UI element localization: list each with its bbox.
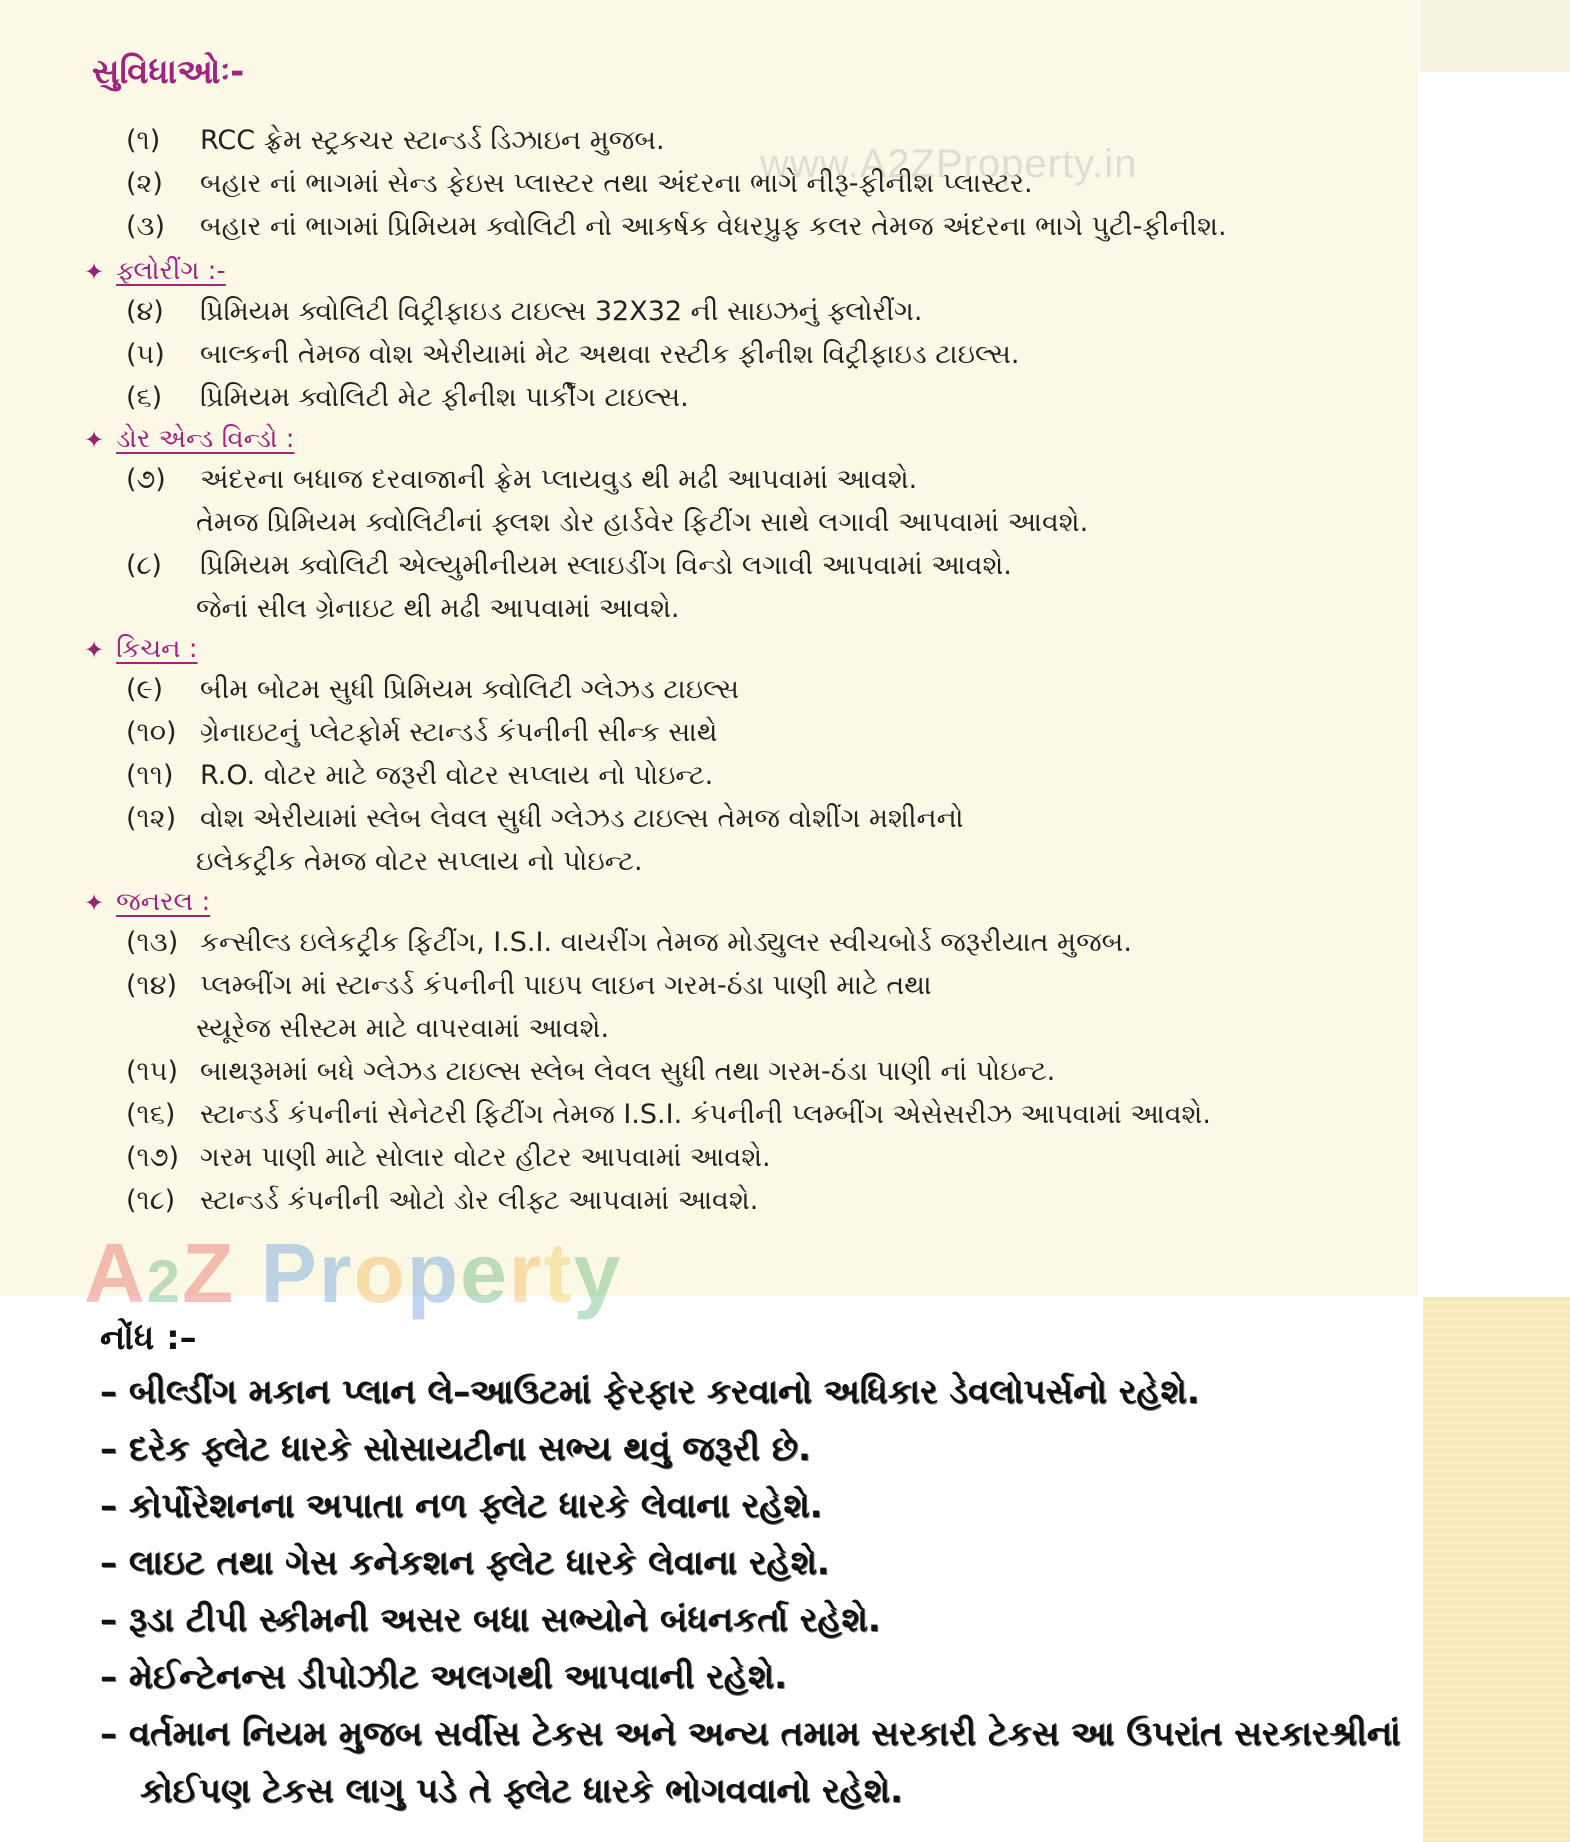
list-item (126, 1056, 1055, 1088)
star-bullet-icon: ✦ (84, 257, 105, 286)
item-text: પ્રિમિયમ ક્વોલિટી મેટ ફીનીશ પાર્કીંગ ટાઇલ્સ. (200, 382, 689, 413)
item-number: (૪) (126, 296, 164, 327)
item-text: R.O. વોટર માટે જરૂરી વોટર સપ્લાય નો પોઇન્ટ. (200, 760, 714, 791)
item-text: બાથરૂમમાં બધે ગ્લેઝડ ટાઇલ્સ સ્લેબ લેવલ સુધી તથા ગરમ-ઠંડા પાણી નાં પોઇન્ટ. (200, 1056, 1056, 1087)
item-text: પ્લમ્બીંગ માં સ્ટાન્ડર્ડ કંપનીની પાઇપ લાઇન ગરમ-ઠંડા પાણી માટે તથા (200, 970, 932, 1001)
item-number: (૧૮) (126, 1185, 176, 1216)
list-item (126, 168, 1033, 200)
note-item: – મેઈન્ટેનન્સ ડીપોઝીટ અલગથી આપવાની રહેશે. (100, 1657, 788, 1697)
page-title: સુવિધાઓઃ- (92, 52, 245, 92)
item-number: (૭) (126, 464, 166, 495)
item-number: (૧૩) (126, 927, 179, 958)
star-bullet-icon: ✦ (84, 425, 105, 454)
item-number: (૧૦) (126, 717, 177, 748)
note-item: – રૂડા ટીપી સ્કીમની અસર બધા સભ્યોને બંધનકર્તા રહેશે. (100, 1600, 881, 1640)
list-item (126, 550, 1012, 582)
item-number: (૧૧) (126, 760, 174, 791)
item-number: (૩) (126, 211, 166, 242)
note-continuation: કોઈપણ ટેકસ લાગુ પડે તે ફ્લેટ ધારકે ભોગવવાનો રહેશે. (140, 1771, 903, 1811)
item-text: પ્રિમિયમ ક્વોલિટી એલ્યુમીનીયમ સ્લાઇડીંગ વિન્ડો લગાવી આપવામાં આવશે. (200, 550, 1012, 581)
item-text: બહાર નાં ભાગમાં પ્રિમિયમ ક્વોલિટી નો આકર્ષક વેધરપ્રુફ કલર તેમજ અંદરના ભાગે પુટી-ફીનીશ. (200, 211, 1227, 242)
textured-edge-strip (1423, 1297, 1570, 1842)
list-item (126, 927, 1132, 959)
item-number: (૧) (126, 125, 161, 156)
list-item (126, 674, 739, 706)
list-item (126, 211, 1227, 243)
item-text: કન્સીલ્ડ ઇલેકટ્રીક ફિટીંગ, I.S.I. વાયરીંગ તેમજ મોડ્યુલર સ્વીચબોર્ડ જરૂરીયાત મુજબ. (200, 927, 1132, 958)
note-item: – કોર્પોરેશનના અપાતા નળ ફ્લેટ ધારકે લેવાના રહેશે. (100, 1486, 823, 1526)
section-heading-door-window (84, 424, 294, 455)
item-text: RCC ફ્રેમ સ્ટ્રકચર સ્ટાન્ડર્ડ ડિઝાઇન મુજબ. (200, 125, 665, 156)
list-item (126, 1142, 771, 1174)
list-item (126, 296, 922, 328)
star-bullet-icon: ✦ (84, 635, 105, 664)
list-item (126, 382, 689, 414)
list-item (126, 1099, 1211, 1131)
section-heading-general (84, 887, 210, 918)
notes-heading: નોંધ :– (100, 1318, 197, 1358)
list-item (126, 339, 1019, 371)
item-text: ગરમ પાણી માટે સોલાર વોટર હીટર આપવામાં આવશે. (200, 1142, 771, 1173)
item-number: (૨) (126, 168, 163, 199)
item-text: સ્ટાન્ડર્ડ કંપનીની ઓટો ડોર લીફ્ટ આપવામાં આવશે. (200, 1185, 759, 1216)
note-item: – લાઇટ તથા ગેસ કનેકશન ફ્લેટ ધારકે લેવાના રહેશે. (100, 1543, 830, 1583)
note-item: – દરેક ફ્લેટ ધારકે સોસાયટીના સભ્ય થવું જરૂરી છે. (100, 1429, 811, 1469)
section-label: ડોર એન્ડ વિન્ડો : (116, 424, 295, 454)
list-item (126, 125, 665, 157)
item-continuation: સ્યૂરેજ સીસ્ટમ માટે વાપરવામાં આવશે. (196, 1013, 610, 1044)
note-item: – વર્તમાન નિયમ મુજબ સર્વીસ ટેકસ અને અન્ય તમામ સરકારી ટેકસ આ ઉપરાંત સરકારશ્રીનાં (100, 1714, 1401, 1754)
list-item (126, 717, 718, 749)
note-item: – બીલ્ડીંગ મકાન પ્લાન લે–આઉટમાં ફેરફાર કરવાનો અધિકાર ડેવલોપર્સનો રહેશે. (100, 1372, 1200, 1412)
item-number: (૧૫) (126, 1056, 179, 1087)
item-text: બાલ્કની તેમજ વોશ એરીયામાં મેટ અથવા રસ્ટીક ફીનીશ વિટ્રીફાઇડ ટાઇલ્સ. (200, 339, 1020, 370)
item-number: (૬) (126, 382, 163, 413)
section-label: કિચન : (116, 634, 198, 664)
item-text: અંદરના બધાજ દરવાજાની ફ્રેમ પ્લાયવુડ થી મઢી આપવામાં આવશે. (200, 464, 918, 495)
section-heading-kitchen (84, 634, 198, 665)
list-item (126, 760, 713, 792)
watermark-url: www.A2ZProperty.in (760, 142, 1138, 186)
item-number: (૧૬) (126, 1099, 176, 1130)
item-number: (૮) (126, 550, 162, 581)
section-label: ફ્લોરીંગ :- (116, 256, 226, 286)
list-item (126, 1185, 758, 1217)
section-label: જનરલ : (116, 887, 211, 917)
edge-strip (1420, 0, 1570, 72)
item-continuation: ઇલેકટ્રીક તેમજ વોટર સપ્લાય નો પોઇન્ટ. (196, 846, 643, 877)
item-number: (૧૨) (126, 803, 177, 834)
star-bullet-icon: ✦ (84, 888, 105, 917)
list-item (126, 803, 964, 835)
item-text: ગ્રેનાઇટનું પ્લેટફોર્મ સ્ટાન્ડર્ડ કંપનીની સીન્ક સાથે (200, 717, 718, 748)
watermark-logo: A2Z Property (84, 1226, 623, 1320)
item-text: બીમ બોટમ સુધી પ્રિમિયમ ક્વોલિટી ગ્લેઝડ ટાઇલ્સ (200, 674, 739, 705)
item-number: (૧૪) (126, 970, 178, 1001)
list-item (126, 970, 932, 1002)
item-text: સ્ટાન્ડર્ડ કંપનીનાં સેનેટરી ફિટીંગ તેમજ I.S.I. કંપનીની પ્લમ્બીંગ એસેસરીઝ આપવામાં આવશે. (200, 1099, 1211, 1130)
item-number: (૯) (126, 674, 164, 705)
item-text: પ્રિમિયમ ક્વોલિટી વિટ્રીફાઇડ ટાઇલ્સ 32X32 ની સાઇઝનું ફ્લોરીંગ. (200, 296, 923, 327)
item-continuation: તેમજ પ્રિમિયમ ક્વોલિટીનાં ફ્લશ ડોર હાર્ડવેર ફિટીંગ સાથે લગાવી આપવામાં આવશે. (196, 507, 1089, 538)
section-heading-flooring (84, 256, 226, 287)
item-continuation: જેનાં સીલ ગ્રેનાઇટ થી મઢી આપવામાં આવશે. (196, 593, 680, 624)
item-text: બહાર નાં ભાગમાં સેન્ડ ફેઇસ પ્લાસ્ટર તથા અંદરના ભાગે નીરૂ-ફીનીશ પ્લાસ્ટર. (200, 168, 1033, 199)
item-number: (૫) (126, 339, 165, 370)
item-number: (૧૭) (126, 1142, 180, 1173)
list-item (126, 464, 917, 496)
item-text: વોશ એરીયામાં સ્લેબ લેવલ સુધી ગ્લેઝડ ટાઇલ્સ તેમજ વોશીંગ મશીનનો (200, 803, 964, 834)
